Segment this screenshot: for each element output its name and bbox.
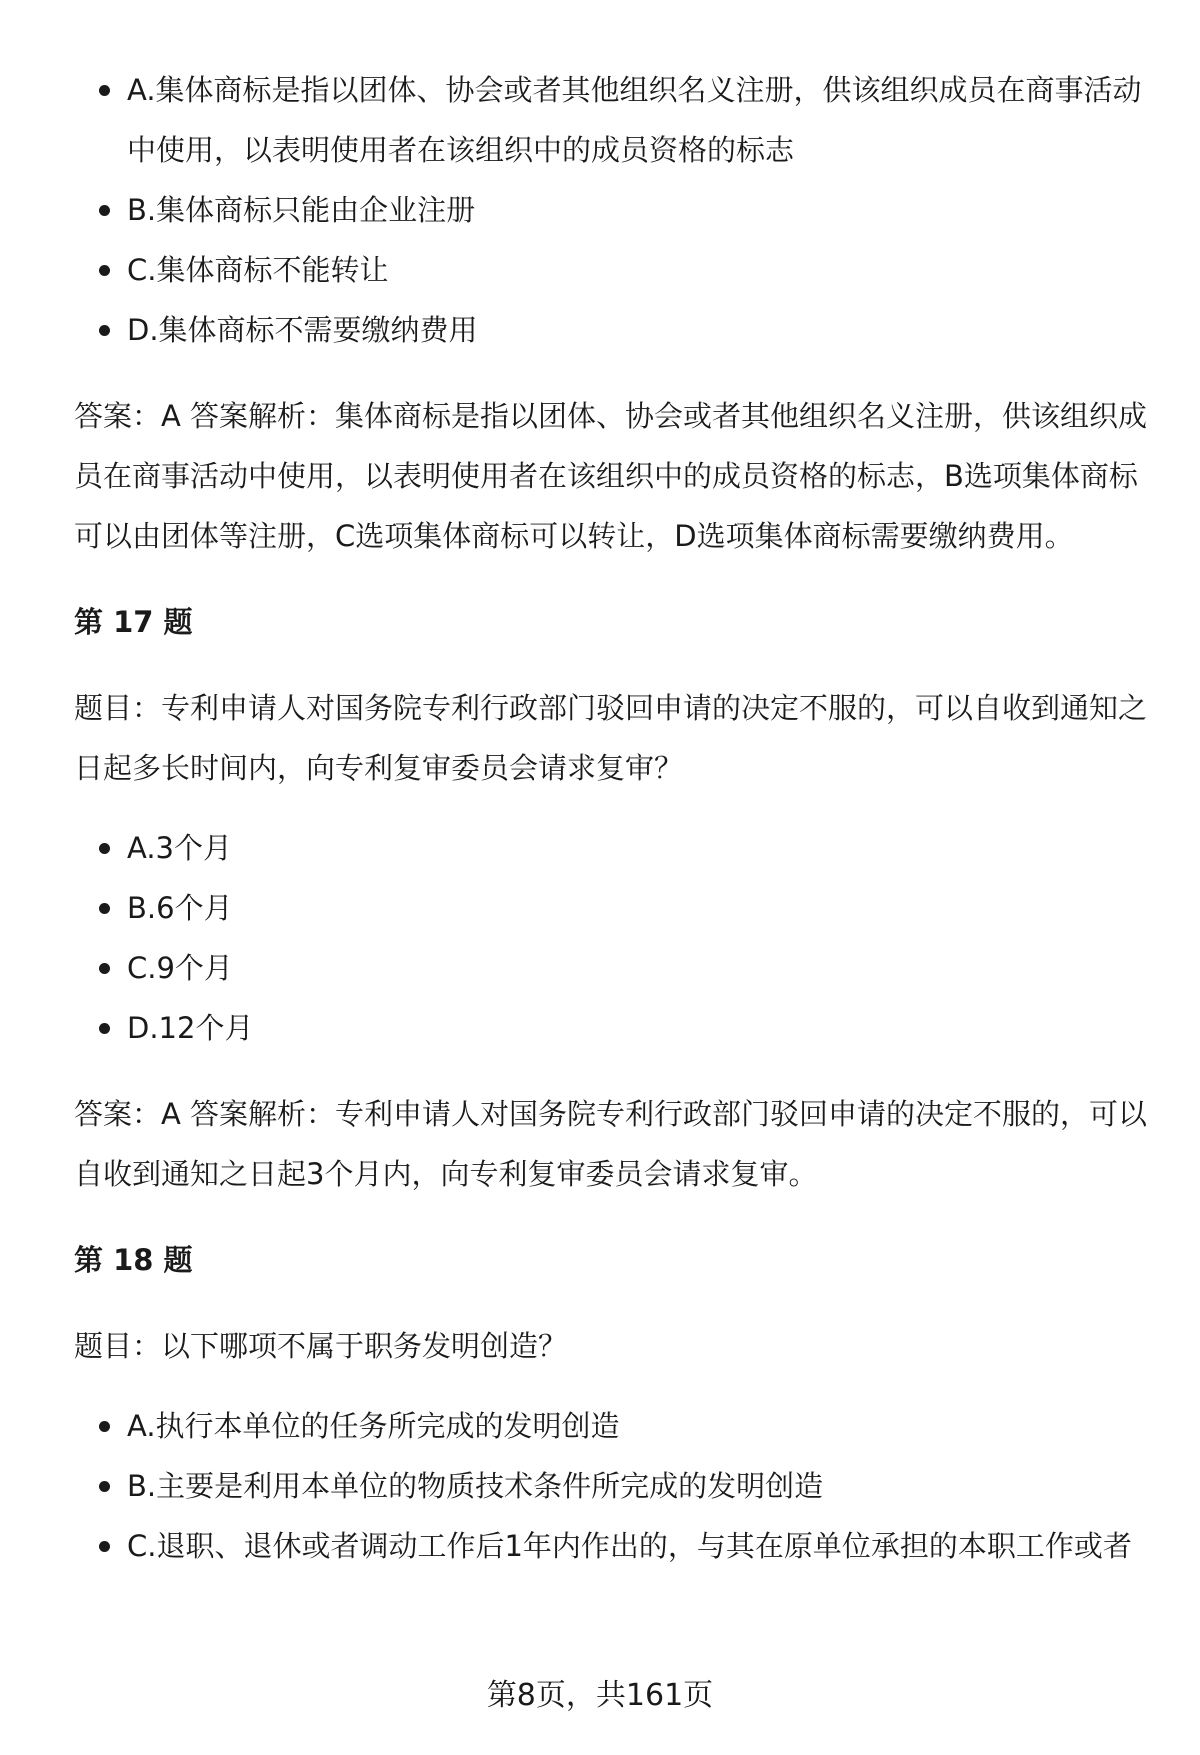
q17-heading: 第 17 题	[74, 605, 193, 639]
q16-option-c: C.集体商标不能转让	[74, 240, 1154, 300]
q18-option-a: A.执行本单位的任务所完成的发明创造	[74, 1396, 1154, 1456]
q17-option-d: D.12个月	[74, 998, 1154, 1058]
q18-options	[74, 1396, 1154, 1576]
q16-option-d: D.集体商标不需要缴纳费用	[74, 300, 1154, 360]
q16-option-b: B.集体商标只能由企业注册	[74, 180, 1154, 240]
q17-option-c: C.9个月	[74, 938, 1154, 998]
q18-option-b: B.主要是利用本单位的物质技术条件所完成的发明创造	[74, 1456, 1154, 1516]
q16-answer: 答案：A 答案解析：集体商标是指以团体、协会或者其他组织名义注册，供该组织成员在商事活动中使用，以表明使用者在该组织中的成员资格的标志，B选项集体商标可以由团体等注册，C选项集体商标可以转让，D选项集体商标需要缴纳费用。	[74, 399, 1148, 553]
q16-option-a: A.集体商标是指以团体、协会或者其他组织名义注册，供该组织成员在商事活动中使用，以表明使用者在该组织中的成员资格的标志	[74, 60, 1154, 180]
q17-option-b: B.6个月	[74, 878, 1154, 938]
q16-options	[74, 60, 1154, 360]
q17-answer: 答案：A 答案解析：专利申请人对国务院专利行政部门驳回申请的决定不服的，可以自收到通知之日起3个月内，向专利复审委员会请求复审。	[74, 1097, 1148, 1191]
q18-heading: 第 18 题	[74, 1243, 193, 1277]
page-footer: 第8页，共161页	[486, 1678, 714, 1713]
q18-option-c: C.退职、退休或者调动工作后1年内作出的，与其在原单位承担的本职工作或者	[74, 1516, 1154, 1576]
document-page	[74, 60, 1154, 1576]
q18-question: 题目：以下哪项不属于职务发明创造？	[74, 1329, 568, 1363]
q17-question: 题目：专利申请人对国务院专利行政部门驳回申请的决定不服的，可以自收到通知之日起多长时间内，向专利复审委员会请求复审？	[74, 691, 1148, 785]
q17-options	[74, 818, 1154, 1058]
q17-option-a: A.3个月	[74, 818, 1154, 878]
